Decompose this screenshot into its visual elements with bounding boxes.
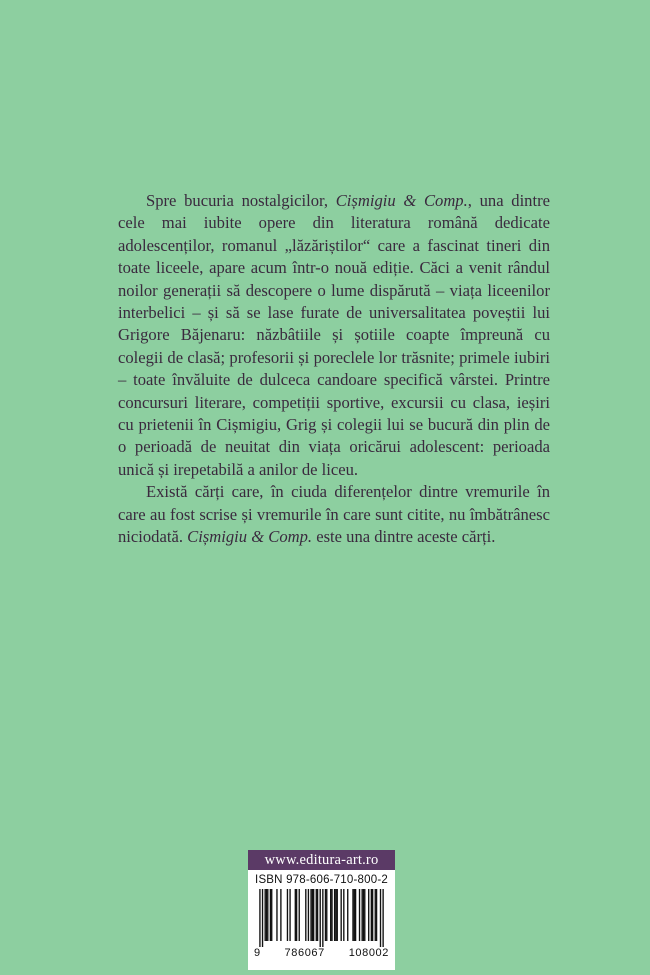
blurb-paragraph-2 — [118, 481, 550, 548]
barcode-bar — [368, 889, 369, 941]
barcode-bar — [355, 889, 356, 941]
barcode-bar — [337, 889, 338, 941]
barcode-bars — [254, 889, 389, 947]
barcode-bar — [364, 889, 365, 941]
barcode-bar — [334, 889, 335, 941]
barcode-bar — [280, 889, 281, 941]
barcode-bar — [266, 889, 267, 941]
blurb-p2-end: este una dintre aceste cărți. — [312, 527, 496, 547]
barcode-bar — [335, 889, 336, 941]
barcode-bar — [372, 889, 373, 941]
barcode-bar — [264, 889, 265, 941]
barcode-bar — [347, 889, 348, 941]
blurb-paragraph-1 — [118, 190, 550, 481]
barcode-bar — [312, 889, 313, 941]
barcode-bar — [320, 889, 321, 947]
barcode-bar — [341, 889, 342, 941]
barcode-bar — [317, 889, 318, 941]
book-title-italic-2: Cișmigiu & Comp. — [187, 527, 313, 547]
barcode-bar — [331, 889, 332, 941]
barcode-digits — [254, 947, 389, 959]
barcode-bar — [371, 889, 372, 941]
barcode-bar — [289, 889, 290, 941]
barcode-bar — [262, 889, 263, 947]
barcode-bar — [310, 889, 311, 941]
barcode-bar — [270, 889, 271, 941]
barcode-bar — [359, 889, 360, 941]
barcode-bar — [299, 889, 300, 941]
barcode-bar — [313, 889, 314, 941]
barcode-bar — [287, 889, 288, 941]
barcode-bar — [296, 889, 297, 941]
barcode-bar — [326, 889, 327, 941]
barcode-bar — [354, 889, 355, 941]
barcode-bar — [308, 889, 309, 941]
barcode-bar — [382, 889, 383, 947]
barcode-bar — [276, 889, 277, 941]
barcode-bar — [259, 889, 260, 947]
barcode-bar — [363, 889, 364, 941]
barcode-bar — [330, 889, 331, 941]
blurb-p2-intro: Există cărți care, în ciuda diferențelor dintre vremurile în care au fost scrise și vremurile în care sunt citite, nu îmbătrânesc niciodată. — [118, 482, 550, 547]
isbn-barcode-box — [248, 870, 395, 970]
publisher-website: www.editura-art.ro — [248, 850, 395, 870]
barcode-digit-first: 9 — [254, 947, 261, 959]
barcode-digits-right: 108002 — [348, 947, 389, 959]
barcode-bar — [352, 889, 353, 941]
book-title-italic: Cișmigiu & Comp. — [335, 191, 468, 210]
barcode-bar — [376, 889, 377, 941]
barcode-bar — [316, 889, 317, 941]
barcode-digits-left: 786067 — [284, 947, 325, 959]
back-cover-blurb — [118, 190, 550, 549]
barcode-bar — [343, 889, 344, 941]
barcode-bar — [361, 889, 362, 941]
barcode-bar — [322, 889, 323, 947]
barcode-bar — [305, 889, 306, 941]
barcode-bar — [271, 889, 272, 941]
barcode-bar — [267, 889, 268, 941]
barcode-bar — [325, 889, 326, 941]
barcode-bar — [375, 889, 376, 941]
barcode-bar — [380, 889, 381, 947]
isbn-label: ISBN 978-606-710-800-2 — [255, 874, 388, 886]
blurb-p1-body: , una dintre cele mai iubite opere din literatura română dedicate adolescenților, romanul „lăzăriștilor“ care a fascinat tineri din toate liceele, apare acum într-o nouă ediție. Căci a venit rândul noilor generații să descopere o lume dispărută – viața liceenilor interbelici – și să se lase furate de universalitatea poveștii lui Grigore Băjenaru: năzbâtiile și șotiile coapte împreună cu colegii de clasă; profesorii și poreclele lor trăsnite; primele iubiri – toate învăluite de dulceca candoare specifică vârstei. Printre concursuri literare, competiții sportive, excursii cu clasa, ieșiri cu prietenii în Cișmigiu, Grig și colegii lui se bucură din plin de o perioadă de neuitat din viața oricărui adolescent: perioada unică și irepetabilă a anilor de liceu. — [118, 191, 550, 479]
barcode-bar — [295, 889, 296, 941]
barcode-block — [248, 850, 395, 970]
blurb-p1-intro: Spre bucuria nostalgicilor, — [146, 191, 336, 210]
